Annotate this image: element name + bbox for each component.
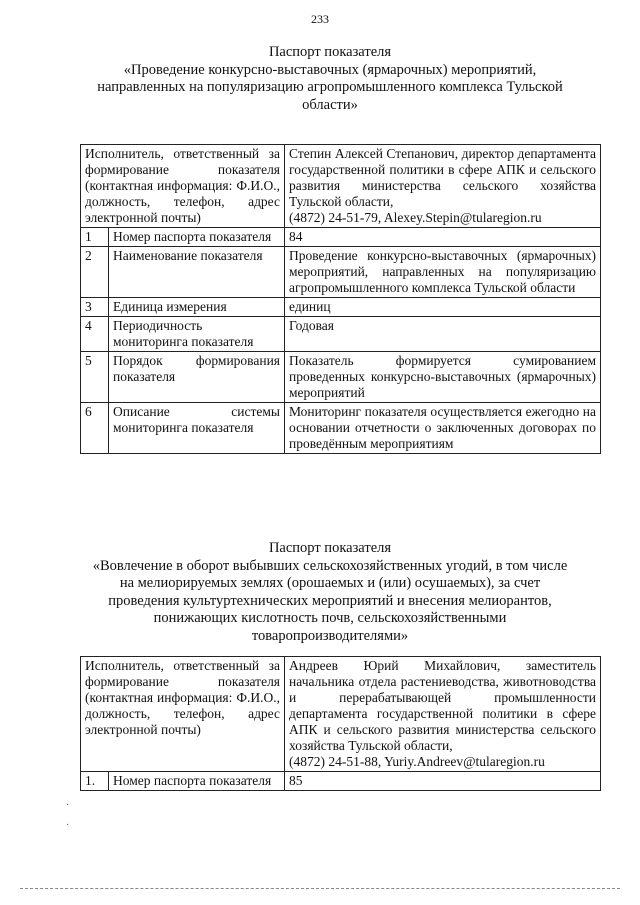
passport1-subtitle-line: направленных на популяризацию агропромышленного комплекса Тульской (97, 79, 563, 95)
row-number: 4 (81, 317, 109, 352)
passport2-subtitle-line: «Вовлечение в оборот выбывших сельскохозяйственных угодий, в том числе (92, 557, 568, 574)
executor-cell (285, 145, 601, 228)
row-label: Периодичность мониторинга показателя (109, 317, 285, 352)
executor-value: Степин Алексей Степанович, директор департамента государственной политики в сфере АПК и сельского развития министерства сельского хозяйства Тульской области, (289, 146, 597, 209)
row-value: Проведение конкурсно-выставочных (ярмарочных) мероприятий, направленных на популяризацию агропромышленного комплекса Тульской области (285, 247, 601, 298)
passport2-heading (60, 540, 600, 645)
executor-row (81, 657, 601, 772)
row-value: 84 (285, 228, 601, 247)
row-label: Номер паспорта показателя (109, 772, 285, 791)
row-label: Единица измерения (109, 298, 285, 317)
row-label: Наименование показателя (109, 247, 285, 298)
executor-contact: (4872) 24-51-88, Yuriy.Andreev@tularegion.ru (289, 754, 545, 769)
passport1-heading (60, 44, 600, 114)
row-value: единиц (285, 298, 601, 317)
row-value: 85 (285, 772, 601, 791)
table-row (81, 247, 601, 298)
passport2-subtitle-line: понижающих кислотность почв, сельскохозяйственными (153, 610, 507, 626)
passport1-subtitle-line: области» (302, 96, 358, 113)
table-row (81, 352, 601, 403)
table-row (81, 403, 601, 454)
passport1-table (80, 144, 601, 454)
executor-row (81, 145, 601, 228)
executor-label: Исполнитель, ответственный за формирование показателя (контактная информация: Ф.И.О., должность, телефон, адрес электронной почты) (81, 657, 285, 772)
passport2-subtitle-line: товаропроизводителями» (251, 627, 409, 644)
executor-label: Исполнитель, ответственный за формирование показателя (контактная информация: Ф.И.О., должность, телефон, адрес электронной почты) (81, 145, 285, 228)
row-number: 2 (81, 247, 109, 298)
page-bottom-divider (20, 888, 620, 889)
margin-mark: · (66, 800, 70, 811)
row-number: 6 (81, 403, 109, 454)
passport1-subtitle-line: «Проведение конкурсно-выставочных (ярмарочных) мероприятий, (123, 61, 537, 78)
executor-contact: (4872) 24-51-79, Alexey.Stepin@tularegion.ru (289, 210, 542, 225)
row-label: Описание системы мониторинга показателя (109, 403, 285, 454)
table-row (81, 228, 601, 247)
passport2-subtitle-line: проведения культуртехнических мероприятий и внесения мелиорантов, (108, 592, 552, 609)
row-value: Годовая (285, 317, 601, 352)
table-row (81, 772, 601, 791)
row-number: 1. (81, 772, 109, 791)
row-value: Показатель формируется сумированием проведенных конкурсно-выставочных (ярмарочных) мероприятий (285, 352, 601, 403)
table-row (81, 317, 601, 352)
margin-mark: · (66, 820, 70, 831)
executor-cell (285, 657, 601, 772)
passport2-subtitle-line: на мелиорируемых землях (орошаемых и (или) осушаемых), за счет (119, 575, 541, 591)
executor-value: Андреев Юрий Михайлович, заместитель начальника отдела растениеводства, животноводства и перерабатывающей промышленности департамента государственной политики в сфере АПК и сельского развития министерства сельского хозяйства Тульской области, (289, 658, 597, 753)
row-label: Номер паспорта показателя (109, 228, 285, 247)
row-value: Мониторинг показателя осуществляется ежегодно на основании отчетности о заключенных договорах по проведённым мероприятиям (285, 403, 601, 454)
page-number: 233 (311, 12, 329, 26)
passport2-title: Паспорт показателя (268, 540, 392, 556)
row-number: 5 (81, 352, 109, 403)
passport1-title: Паспорт показателя (268, 44, 392, 60)
table-row (81, 298, 601, 317)
row-number: 1 (81, 228, 109, 247)
row-label: Порядок формирования показателя (109, 352, 285, 403)
row-number: 3 (81, 298, 109, 317)
passport2-table (80, 656, 601, 791)
